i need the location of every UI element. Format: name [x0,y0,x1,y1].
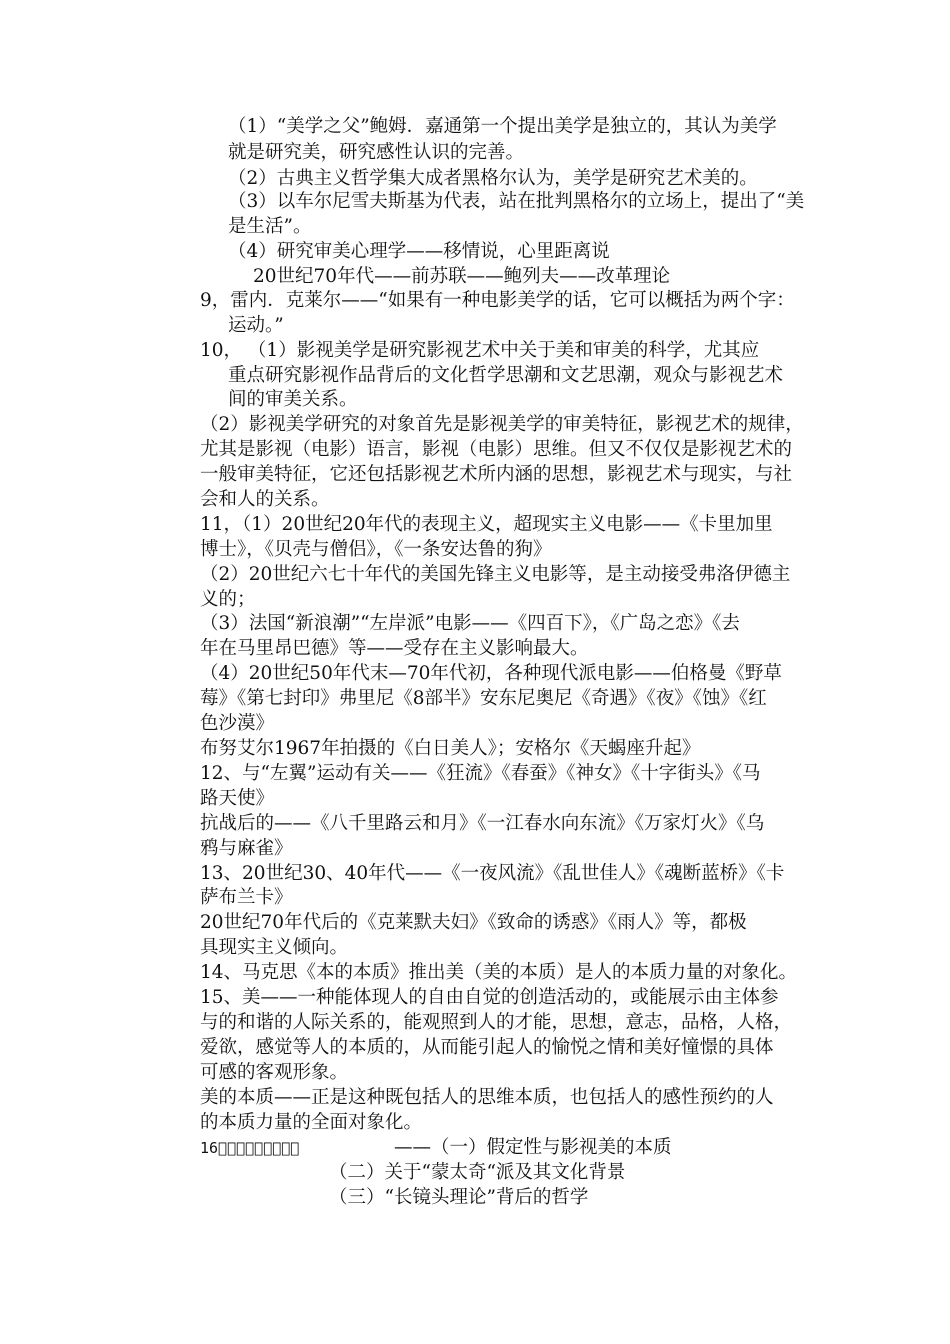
text-line: 布努艾尔1967年拍摄的《白日美人》；安格尔《天蝎座升起》 [200,738,701,759]
text-line: 博士》，《贝壳与僧侣》，《一条安达鲁的狗》 [200,539,552,560]
text-line: 一般审美特征，它还包括影视艺术所内涵的思想，影视艺术与现实，与社 [200,464,793,485]
text-line: 会和人的关系。 [200,489,330,510]
text-line: 与的和谐的人际关系的，能观照到人的才能，思想，意志，品格，人格， [200,1012,793,1033]
text-line: 间的审美关系。 [228,389,358,410]
text-line: 的本质力量的全面对象化。 [200,1112,423,1133]
text-line: 可感的客观形象。 [200,1062,349,1083]
text-line: （4）20世纪50年代末—70年代初，各种现代派电影——伯格曼《野草 [200,663,782,684]
text-line: 年在马里昂巴德》等——受存在主义影响最大。 [200,638,589,659]
text-line: 义的； [200,589,256,610]
text-line: 抗战后的——《八千里路云和月》《一江春水向东流》《万家灯火》《乌 [200,813,765,834]
section-13: 13、20世纪30、40年代——《一夜风流》《乱世佳人》《魂断蓝桥》《卡 [200,863,785,884]
section-12: 12、与“左翼”运动有关——《狂流》《春蚕》《神女》《十字街头》《马 [200,763,761,784]
section-16-item-1: ——（一）假定性与影视美的本质 [394,1137,672,1158]
section-15: 15、美——一种能体现人的自由自觉的创造活动的，或能展示由主体参 [200,987,779,1008]
text-line: （4）研究审美心理学——移情说，心里距离说 [228,241,610,262]
text-line: 美的本质——正是这种既包括人的思维本质，也包括人的感性预约的人 [200,1087,774,1108]
text-line: 萨布兰卡》 [200,887,293,908]
text-line: （3）以车尔尼雪夫斯基为代表，站在批判黑格尔的立场上，提出了“美 [228,191,805,212]
text-line: （2）20世纪六七十年代的美国先锋主义电影等，是主动接受弗洛伊德主 [200,564,791,585]
section-14: 14、马克思《本的本质》推出美（美的本质）是人的本质力量的对象化。 [200,962,798,983]
text-line: 重点研究影视作品背后的文化哲学思潮和文艺思潮，观众与影视艺术 [228,365,784,386]
text-line: 尤其是影视（电影）语言，影视（电影）思维。但又不仅仅是影视艺术的 [200,439,793,460]
text-line: 莓》《第七封印》弗里尼《8部半》安东尼奥尼《奇遇》《夜》《蚀》《红 [200,688,767,709]
text-line: （1）“美学之父”鲍姆．嘉通第一个提出美学是独立的，其认为美学 [228,116,777,137]
section-16-number: 16          [200,1139,300,1157]
section-16-item-2: （二）关于“蒙太奇“派及其文化背景 [329,1162,626,1183]
text-line: 运动。” [228,315,284,336]
text-line: 20世纪70年代后的《克莱默夫妇》《致命的诱惑》《雨人》等，都极 [200,912,747,933]
text-line: （3）法国“新浪潮”“左岸派”电影——《四百下》，《广岛之恋》《去 [200,613,740,634]
text-line: 20世纪70年代——前苏联——鲍列夫——改革理论 [253,266,671,287]
text-line: 就是研究美，研究感性认识的完善。 [228,142,525,163]
section-11: 11，（1）20世纪20年代的表现主义，超现实主义电影——《卡里加里 [200,514,773,535]
section-9: 9，雷内．克莱尔——“如果有一种电影美学的话，它可以概括为两个字： [200,290,795,311]
section-10: 10， （1）影视美学是研究影视艺术中关于美和审美的科学，尤其应 [200,340,760,361]
text-line: 鸦与麻雀》 [200,838,293,859]
text-line: 色沙漠》 [200,713,275,734]
section-16-item-3: （三）“长镜头理论”背后的哲学 [329,1187,589,1208]
text-line: 具现实主义倾向。 [200,937,349,958]
text-line: （2）影视美学研究的对象首先是影视美学的审美特征，影视艺术的规律， [200,414,804,435]
text-line: 爱欲，感觉等人的本质的，从而能引起人的愉悦之情和美好憧憬的具体 [200,1037,774,1058]
text-line: 路天使》 [200,788,275,809]
text-line: （2）古典主义哲学集大成者黑格尔认为，美学是研究艺术美的。 [228,168,758,189]
text-line: 是生活”。 [228,216,312,237]
